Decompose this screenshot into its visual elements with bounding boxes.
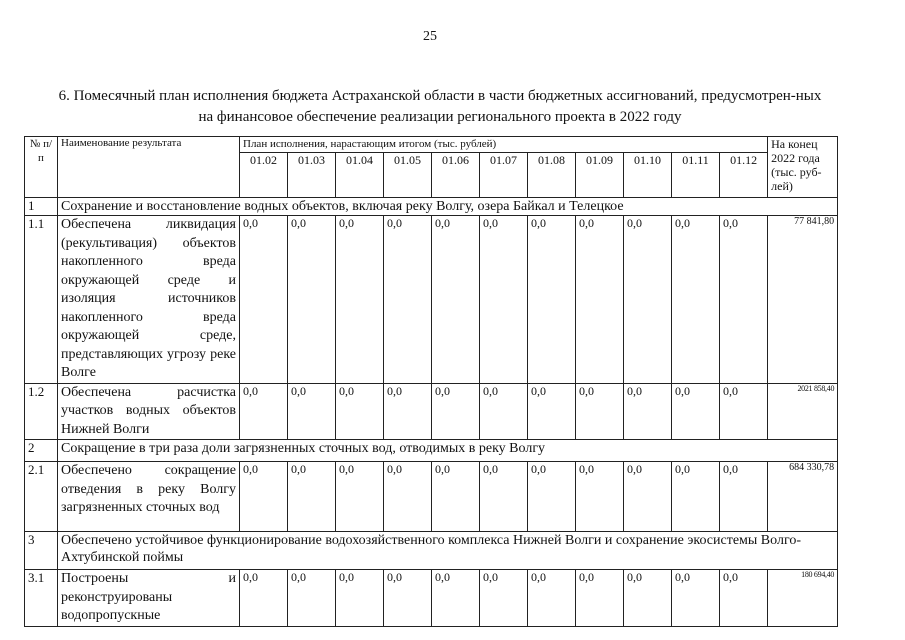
month-value: 0,0 [720,570,768,627]
month-value: 0,0 [336,570,384,627]
month-value: 0,0 [720,462,768,532]
table-row [25,216,838,384]
section-row [25,440,838,462]
month-value: 0,0 [240,216,288,384]
end-of-year-value: 180 694,40 [768,570,838,627]
month-value: 0,0 [528,383,576,440]
month-value: 0,0 [720,216,768,384]
month-value: 0,0 [240,570,288,627]
header-month: 01.10 [624,153,672,198]
month-value: 0,0 [336,462,384,532]
month-value: 0,0 [720,383,768,440]
header-month: 01.08 [528,153,576,198]
section-row [25,532,838,570]
month-value: 0,0 [672,570,720,627]
month-value: 0,0 [240,383,288,440]
header-month: 01.03 [288,153,336,198]
header-month: 01.11 [672,153,720,198]
month-value: 0,0 [480,383,528,440]
row-number: 3.1 [25,570,58,627]
section-row [25,198,838,216]
header-month: 01.02 [240,153,288,198]
section-number: 2 [25,440,58,462]
month-value: 0,0 [672,462,720,532]
month-value: 0,0 [672,383,720,440]
month-value: 0,0 [528,570,576,627]
month-value: 0,0 [624,216,672,384]
month-value: 0,0 [336,383,384,440]
table-row [25,570,838,627]
month-value: 0,0 [384,462,432,532]
document-title: 6. Помесячный план исполнения бюджета Астраханской области в части бюджетных ассигнований, предусмотрен-ных на финансовое обеспечение реализации регионального проекта в 2022 году [58,88,822,125]
month-value: 0,0 [288,383,336,440]
result-name: Обеспечена расчистка участков водных объектов Нижней Волги [58,383,240,440]
result-name: Обеспечена ликвидация (рекультивация) объектов накопленного вреда окружающей среде и изоляция источников накопленного вреда окружающей среде, представляющих угрозу реке Волге [58,216,240,384]
end-of-year-value: 2021 858,40 [768,383,838,440]
section-title: Сохранение и восстановление водных объектов, включая реку Волгу, озера Байкал и Телецкое [58,198,838,216]
month-value: 0,0 [480,462,528,532]
month-value: 0,0 [240,462,288,532]
header-result-name: Наименование результата [58,137,240,198]
month-value: 0,0 [384,216,432,384]
month-value: 0,0 [528,216,576,384]
section-title: Сокращение в три раза доли загрязненных сточных вод, отводимых в реку Волгу [58,440,838,462]
header-month: 01.07 [480,153,528,198]
header-month: 01.06 [432,153,480,198]
header-number: № п/п [25,137,58,198]
month-value: 0,0 [384,383,432,440]
table-row [25,462,838,532]
row-number: 1.1 [25,216,58,384]
month-value: 0,0 [288,216,336,384]
month-value: 0,0 [432,462,480,532]
header-plan: План исполнения, нарастающим итогом (тыс. рублей) [240,137,768,153]
month-value: 0,0 [672,216,720,384]
month-value: 0,0 [288,570,336,627]
month-value: 0,0 [624,383,672,440]
row-number: 2.1 [25,462,58,532]
page-number: 25 [423,29,437,44]
month-value: 0,0 [576,570,624,627]
header-month: 01.04 [336,153,384,198]
month-value: 0,0 [432,383,480,440]
result-name: Построены и реконструированы водопропускные [58,570,240,627]
row-number: 1.2 [25,383,58,440]
header-end-of-year: На конец 2022 года (тыс. руб-лей) [768,137,838,198]
month-value: 0,0 [576,462,624,532]
month-value: 0,0 [432,570,480,627]
month-value: 0,0 [384,570,432,627]
table-row [25,383,838,440]
month-value: 0,0 [480,570,528,627]
end-of-year-value: 684 330,78 [768,462,838,532]
month-value: 0,0 [336,216,384,384]
section-number: 1 [25,198,58,216]
month-value: 0,0 [480,216,528,384]
header-row-top [25,137,838,153]
month-value: 0,0 [288,462,336,532]
month-value: 0,0 [432,216,480,384]
section-number: 3 [25,532,58,570]
month-value: 0,0 [624,462,672,532]
result-name: Обеспечено сокращение отведения в реку Волгу загрязненных сточных вод [58,462,240,532]
section-title: Обеспечено устойчивое функционирование водохозяйственного комплекса Нижней Волги и сохранение экосистемы Волго-Ахтубинской поймы [58,532,838,570]
header-month: 01.12 [720,153,768,198]
budget-plan-table [24,136,838,627]
end-of-year-value: 77 841,80 [768,216,838,384]
month-value: 0,0 [576,216,624,384]
header-month: 01.05 [384,153,432,198]
month-value: 0,0 [576,383,624,440]
header-month: 01.09 [576,153,624,198]
month-value: 0,0 [624,570,672,627]
month-value: 0,0 [528,462,576,532]
